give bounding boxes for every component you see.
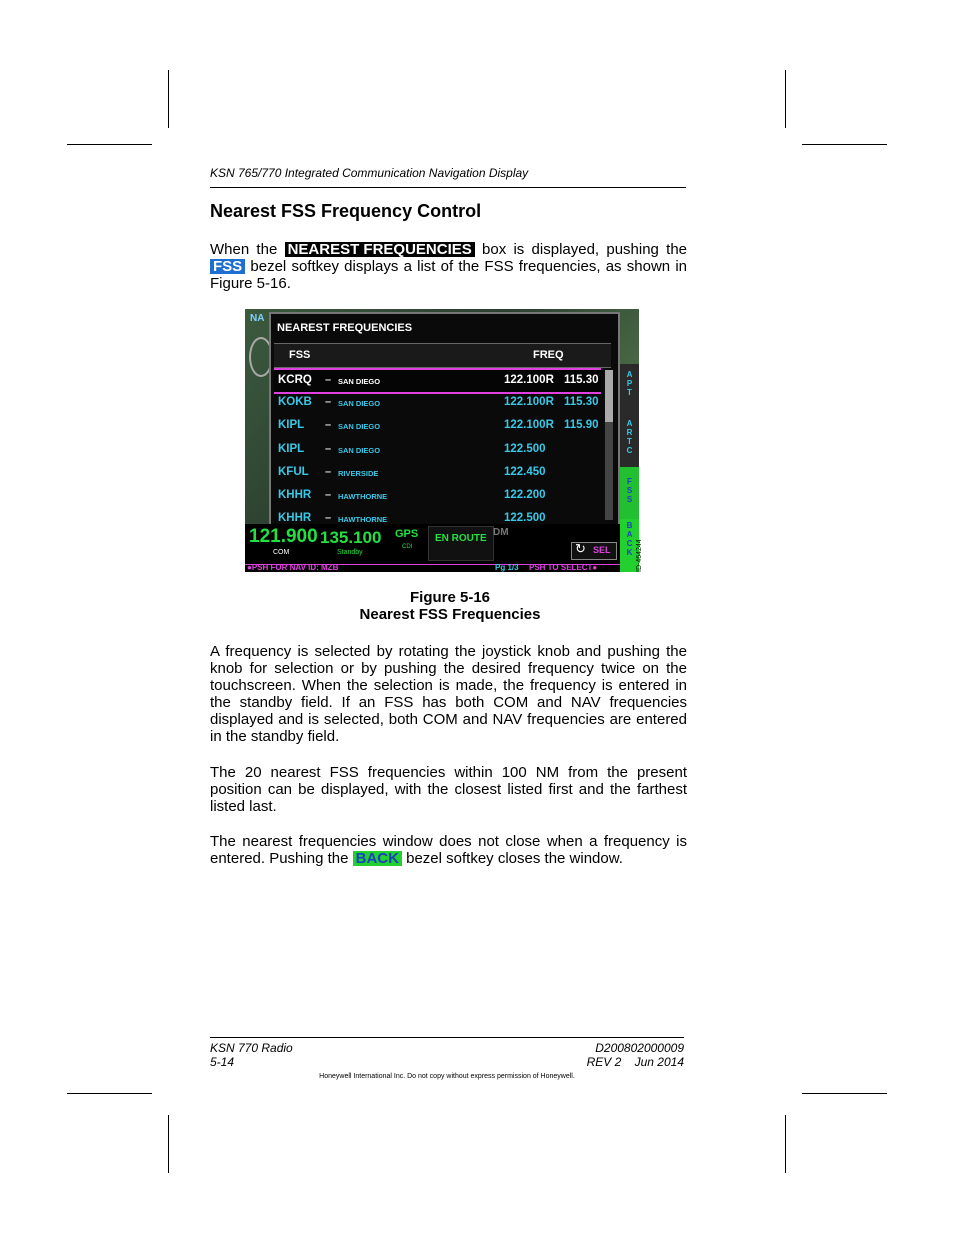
fss-city: SAN DIEGO (338, 446, 381, 455)
frequency-row[interactable] (274, 485, 601, 507)
body-text: The nearest frequencies window does not close when a frequency is entered. Pushing the (210, 833, 687, 867)
frequency-row-selected[interactable] (274, 368, 601, 394)
body-paragraph-2: The 20 nearest FSS frequencies within 100 NM from the present position can be displayed, with the closest listed first and the farthest listed last. (210, 764, 687, 815)
footer-page-number: 5-14 (210, 1055, 235, 1069)
com-frequency[interactable]: 122.100R (504, 374, 554, 386)
fss-id: KCRQ (278, 374, 312, 386)
column-header-freq: FREQ (533, 349, 564, 361)
fss-id: KHHR (278, 512, 312, 524)
dm-label: DM (493, 527, 509, 538)
frequency-row[interactable] (274, 439, 601, 461)
softkey-label: A R T C (626, 419, 633, 455)
fss-city: SAN DIEGO (338, 377, 381, 386)
en-route-label: EN ROUTE (435, 533, 487, 544)
com-frequency[interactable]: 122.500 (504, 512, 546, 524)
fss-softkey-chip: FSS (210, 259, 245, 274)
com-active-frequency[interactable]: 121.900 (249, 526, 318, 547)
nearest-frequencies-display (245, 309, 639, 572)
cdi-label: CDI (402, 544, 413, 550)
footer-right (500, 1041, 684, 1069)
crop-mark (802, 144, 887, 145)
radio-status-bar (245, 524, 620, 564)
status-push-for-nav: ●PSH FOR NAV ID: MZB (247, 563, 339, 572)
fss-id: KOKB (278, 396, 312, 408)
select-button[interactable] (571, 542, 617, 560)
dash: – (325, 466, 332, 478)
fss-id: KFUL (278, 466, 309, 478)
nav-frequency[interactable]: 115.30 (564, 374, 599, 386)
intro-text: box is displayed, pushing the (482, 241, 687, 258)
figure-id: ID-464244 (636, 539, 643, 572)
frequency-row[interactable] (274, 392, 601, 414)
fss-id: KIPL (278, 443, 305, 455)
com-frequency[interactable]: 122.100R (504, 396, 554, 408)
fss-city: SAN DIEGO (338, 422, 381, 431)
fss-id: KHHR (278, 489, 312, 501)
nav-tag: NA (250, 313, 265, 324)
com-label: COM (273, 549, 290, 556)
footer-left (210, 1041, 293, 1069)
fss-city: RIVERSIDE (338, 469, 379, 478)
crop-mark (168, 70, 169, 128)
dash: – (325, 443, 332, 455)
crop-mark (802, 1093, 887, 1094)
footer-rule (210, 1037, 684, 1038)
frequency-row[interactable] (274, 462, 601, 484)
back-softkey-chip: BACK (353, 851, 402, 866)
crop-mark (67, 144, 152, 145)
intro-text: bezel softkey displays a list of the FSS frequencies, as shown in Figure 5-16. (210, 258, 687, 292)
intro-paragraph (210, 241, 687, 292)
com-frequency[interactable]: 122.100R (504, 419, 554, 431)
softkey-label: F S S (626, 477, 633, 504)
status-page: Pg 1/3 (495, 563, 519, 572)
com-frequency[interactable]: 122.450 (504, 466, 546, 478)
column-header-row (274, 343, 611, 368)
standby-label: Standby (337, 549, 363, 556)
dash: – (325, 374, 332, 386)
dash: – (325, 512, 332, 524)
dash: – (325, 419, 332, 431)
nav-frequency[interactable]: 115.30 (564, 396, 599, 408)
fss-city: HAWTHORNE (338, 515, 388, 524)
dash: – (325, 489, 332, 501)
standby-frequency[interactable]: 135.100 (320, 528, 382, 547)
select-label: SEL (593, 545, 611, 555)
body-paragraph-1: A frequency is selected by rotating the joystick knob and pushing the knob for selection or by pushing the desired frequency twice on the touchscreen. When the selection is made, the frequency is entered in the standby field. If an FSS has both COM and NAV frequencies displayed and is selected, both COM and NAV frequencies are entered in the standby field. (210, 643, 687, 745)
header-rule (210, 187, 686, 188)
com-frequency[interactable]: 122.500 (504, 443, 546, 455)
list-scrollbar[interactable] (605, 370, 613, 520)
body-paragraph-3 (210, 833, 687, 867)
scrollbar-thumb[interactable] (605, 370, 613, 422)
panel-title: NEAREST FREQUENCIES (277, 322, 413, 334)
softkey-artc[interactable] (620, 417, 639, 467)
figure-number: Figure 5-16 (409, 589, 491, 606)
crop-mark (785, 1115, 786, 1173)
figure-title: Nearest FSS Frequencies (359, 606, 541, 623)
nearest-frequencies-chip: NEAREST FREQUENCIES (285, 242, 475, 257)
rotate-arrow-icon: ↻ (575, 541, 586, 556)
softkey-label: A P T (626, 370, 633, 397)
frequency-row[interactable] (274, 508, 601, 524)
softkey-fss[interactable] (620, 467, 639, 519)
fss-city: SAN DIEGO (338, 399, 381, 408)
fss-city: HAWTHORNE (338, 492, 388, 501)
en-route-box (428, 526, 494, 561)
gps-label[interactable]: GPS (395, 528, 419, 540)
frequency-row[interactable] (274, 415, 601, 437)
crop-mark (168, 1115, 169, 1173)
body-text: bezel softkey closes the window. (406, 850, 623, 867)
dash: – (325, 396, 332, 408)
status-push-to-select: PSH TO SELECT● (529, 563, 598, 572)
intro-text: When the (210, 241, 278, 258)
column-header-fss: FSS (289, 349, 311, 361)
running-header: KSN 765/770 Integrated Communication Navigation Display (210, 166, 529, 180)
nearest-frequencies-panel (269, 312, 620, 528)
softkey-label: B A C K (626, 521, 633, 557)
copyright-notice: Honeywell International Inc. Do not copy without express permission of Honeywell. (319, 1073, 575, 1080)
footer-revision: REV 2 Jun 2014 (586, 1055, 684, 1069)
section-title: Nearest FSS Frequency Control (210, 201, 482, 221)
nav-frequency[interactable]: 115.90 (564, 419, 599, 431)
fss-id: KIPL (278, 419, 305, 431)
crop-mark (67, 1093, 152, 1094)
footer-doc-number: D200802000009 (595, 1041, 684, 1055)
footer-product: KSN 770 Radio (210, 1041, 293, 1055)
status-line (245, 564, 620, 572)
crop-mark (785, 70, 786, 128)
com-frequency[interactable]: 122.200 (504, 489, 546, 501)
softkey-apt[interactable] (620, 364, 639, 417)
